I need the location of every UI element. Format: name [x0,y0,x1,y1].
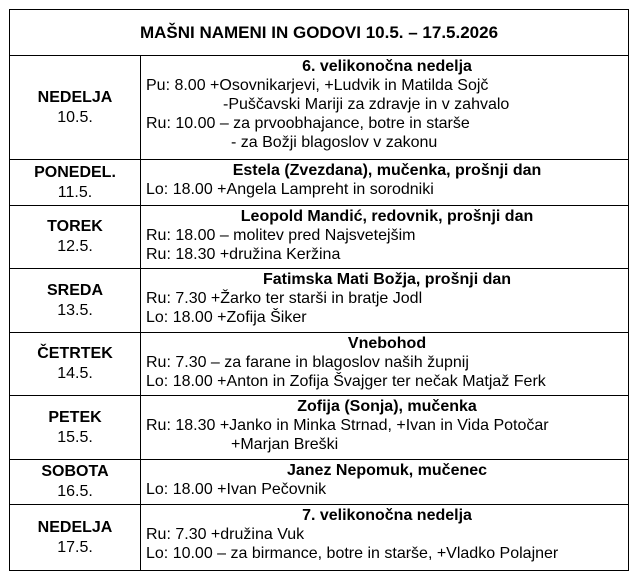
day-name: PONEDEL. [34,163,116,181]
mass-intention: Ru: 18.30 +družina Keržina [146,246,341,263]
feast-title: 6. velikonočna nedelja [302,58,472,75]
day-date: 16.5. [57,483,93,500]
feast-title: Fatimska Mati Božja, prošnji dan [262,271,512,288]
day-name: TOREK [47,218,103,235]
mass-intention: Lo: 18.00 +Zofija Šiker [146,309,307,326]
feast-title: 7. velikonočna nedelja [302,507,472,524]
mass-intention: Ru: 10.00 – za prvoobhajance, botre in starše [146,115,470,132]
mass-intention: Lo: 18.00 +Angela Lampreht in sorodniki [146,181,434,198]
day-date: 15.5. [57,428,93,446]
feast-title: Zofija (Sonja), mučenka [297,398,477,415]
schedule-document [9,9,628,575]
day-label [10,56,141,160]
mass-intention: Ru: 18.00 – molitev pred Najsvetejšim [146,227,416,244]
mass-intention: Ru: 18.30 +Janko in Minka Strnad, +Ivan in Vida Potočar [146,417,549,434]
day-name: NEDELJA [37,518,113,536]
day-date: 11.5. [57,183,93,201]
feast-title: Estela (Zvezdana), mučenka, prošnji dan [232,162,542,179]
day-date: 14.5. [57,365,93,382]
day-content [141,269,629,333]
mass-intention: Lo: 18.00 +Anton in Zofija Švajger ter nečak Matjaž Ferk [146,373,546,390]
day-row [10,56,629,160]
day-content [141,160,629,206]
schedule-table [9,9,629,571]
day-name: SOBOTA [41,463,109,480]
day-content [141,206,629,269]
mass-intention: +Marjan Breški [231,436,339,453]
day-content [141,56,629,160]
day-date: 13.5. [57,301,93,319]
mass-intention: Ru: 7.30 +družina Vuk [146,526,305,543]
day-date: 17.5. [57,538,93,556]
day-label [10,160,141,206]
feast-title: Leopold Mandić, redovnik, prošnji dan [240,208,534,225]
day-content [141,396,629,460]
day-date: 10.5. [57,108,93,126]
mass-intention: - za Božji blagoslov v zakonu [231,134,438,151]
feast-title: Vnebohod [347,335,427,352]
day-label [10,333,141,396]
day-name: NEDELJA [37,88,113,106]
day-row [10,160,629,206]
day-content [141,333,629,396]
mass-intention: Lo: 10.00 – za birmance, botre in starše, +Vladko Polajner [146,545,559,562]
mass-intention: Pu: 8.00 +Osovnikarjevi, +Ludvik in Matilda Sojč [146,77,489,94]
mass-intention: Ru: 7.30 – za farane in blagoslov naših župnij [146,354,469,371]
day-name: ČETRTEK [37,345,113,362]
day-label [10,206,141,269]
day-label [10,269,141,333]
title-row [10,10,629,56]
day-row [10,269,629,333]
mass-intention: -Puščavski Mariji za zdravje in v zahvalo [223,96,510,113]
day-label [10,396,141,460]
mass-intention: Ru: 7.30 +Žarko ter starši in bratje Jodl [146,290,423,307]
day-name: PETEK [48,408,102,426]
day-name: SREDA [46,281,103,299]
day-row [10,460,629,505]
day-content [141,505,629,571]
day-date: 12.5. [57,238,93,255]
feast-title: Janez Nepomuk, mučenec [286,462,488,479]
day-row [10,396,629,460]
day-content [141,460,629,505]
day-row [10,333,629,396]
day-row [10,505,629,571]
day-row [10,206,629,269]
mass-intention: Lo: 18.00 +Ivan Pečovnik [146,481,327,498]
document-title: MAŠNI NAMENI IN GODOVI 10.5. – 17.5.2026 [10,10,629,56]
day-label [10,505,141,571]
day-label [10,460,141,505]
